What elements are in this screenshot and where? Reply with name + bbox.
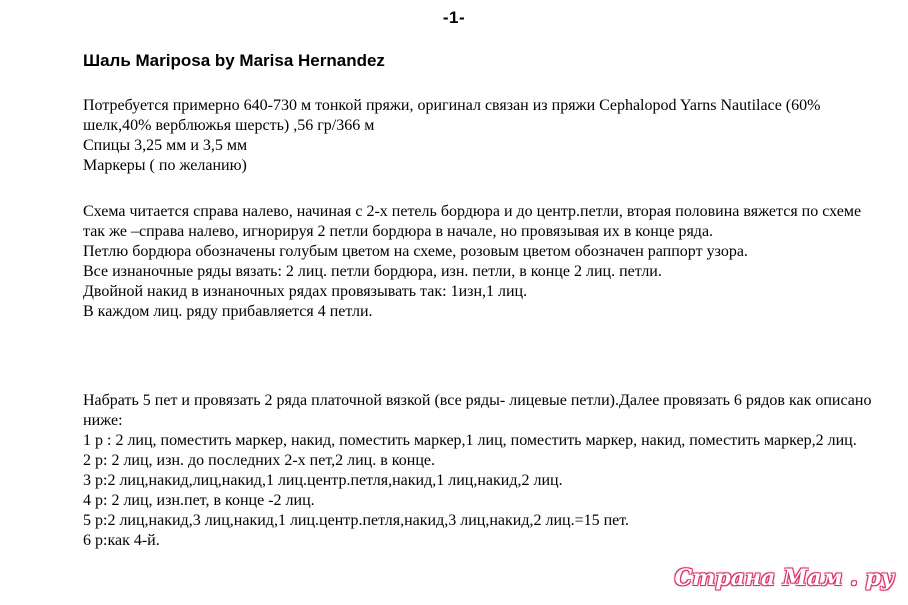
instruction-paragraph: В каждом лиц. ряду прибавляется 4 петли. xyxy=(83,303,373,320)
row-instruction: 2 р: 2 лиц, изн. до последних 2-х пет,2 лиц. в конце. xyxy=(83,452,435,469)
row-instruction: 3 р:2 лиц,накид,лиц,накид,1 лиц.центр.петля,накид,1 лиц,накид,2 лиц. xyxy=(83,472,563,489)
instruction-paragraph: Двойной накид в изнаночных рядах провязывать так: 1изн,1 лиц. xyxy=(83,283,528,300)
row-instruction: 6 р:как 4-й. xyxy=(83,532,160,549)
page-number: -1- xyxy=(442,8,466,27)
instruction-paragraph: Схема читается справа налево, начиная с 2-х петель бордюра и до центр.петли, вторая половина вяжется по схеме так же –справа налево, игнорируя 2 петли бордюра в начале, но провязывая их в конце ряда. xyxy=(83,203,862,240)
rows-section xyxy=(83,391,883,551)
requirements-yarn: Потребуется примерно 640-730 м тонкой пряжи, оригинал связан из пряжи Cephalopod Yarns Nautilace (60% шелк,40% верблюжья шерсть) ,56 гр/366 м xyxy=(83,97,821,134)
instruction-paragraph: Петлю бордюра обозначены голубым цветом на схеме, розовым цветом обозначен раппорт узора. xyxy=(83,243,748,260)
row-instruction: 1 р : 2 лиц, поместить маркер, накид, поместить маркер,1 лиц, поместить маркер, накид, поместить маркер,2 лиц. xyxy=(83,432,857,449)
requirements-section xyxy=(83,96,883,176)
site-watermark: Страна Мам . ру xyxy=(674,565,894,591)
rows-intro: Набрать 5 пет и провязать 2 ряда платочной вязкой (все ряды- лицевые петли).Далее провязать 6 рядов как описано ниже: xyxy=(83,392,872,429)
instruction-paragraph: Все изнаночные ряды вязать: 2 лиц. петли бордюра, изн. петли, в конце 2 лиц. петли. xyxy=(83,263,662,280)
row-instruction: 4 р: 2 лиц, изн.пет, в конце -2 лиц. xyxy=(83,492,315,509)
requirements-needles: Спицы 3,25 мм и 3,5 мм xyxy=(83,137,248,154)
requirements-markers: Маркеры ( по желанию) xyxy=(83,157,247,174)
document-title: Шаль Mariposa by Marisa Hernandez xyxy=(83,51,385,70)
instructions-section xyxy=(83,202,883,322)
row-instruction: 5 р:2 лиц,накид,3 лиц,накид,1 лиц.центр.петля,накид,3 лиц,накид,2 лиц.=15 пет. xyxy=(83,512,630,529)
